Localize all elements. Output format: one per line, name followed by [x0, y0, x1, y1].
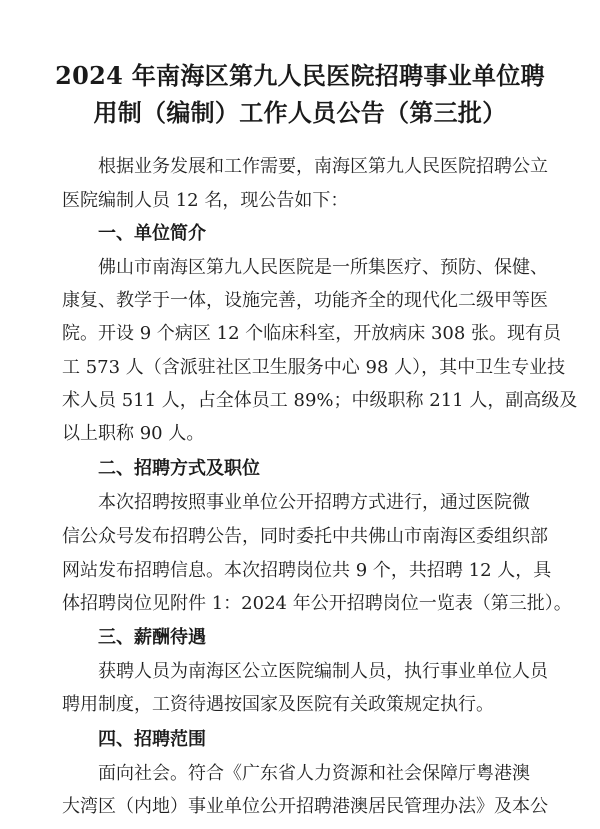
section1-line-6: 以上职称 90 人。 [62, 423, 205, 444]
document-title-line-1: 2024 年南海区第九人民医院招聘事业单位聘 [55, 61, 545, 90]
section-heading-recruitment-method: 二、招聘方式及职位 [98, 458, 260, 479]
section1-line-4: 工 573 人（含派驻社区卫生服务中心 98 人），其中卫生专业技 [62, 357, 566, 378]
section-heading-recruitment-scope: 四、招聘范围 [98, 729, 206, 750]
section2-line-2: 信公众号发布招聘公告，同时委托中共佛山市南海区委组织部 [62, 526, 548, 547]
section-heading-unit-intro: 一、单位简介 [98, 223, 206, 244]
intro-paragraph-line-1: 根据业务发展和工作需要，南海区第九人民医院招聘公立 [98, 156, 548, 177]
section3-line-1: 获聘人员为南海区公立医院编制人员，执行事业单位人员 [98, 661, 548, 682]
section2-line-4: 体招聘岗位见附件 1：2024 年公开招聘岗位一览表（第三批）。 [62, 593, 572, 614]
section2-line-1: 本次招聘按照事业单位公开招聘方式进行，通过医院微 [98, 492, 530, 513]
intro-paragraph-line-2: 医院编制人员 12 名，现公告如下： [62, 190, 349, 211]
section-heading-salary: 三、薪酬待遇 [98, 627, 206, 648]
section3-line-2: 聘用制度，工资待遇按国家及医院有关政策规定执行。 [62, 694, 494, 715]
section1-line-3: 院。开设 9 个病区 12 个临床科室，开放病床 308 张。现有员 [62, 323, 562, 344]
section1-line-5: 术人员 511 人，占全体员工 89%；中级职称 211 人，副高级及 [62, 390, 578, 411]
section4-line-2: 大湾区（内地）事业单位公开招聘港澳居民管理办法》及本公 [62, 796, 548, 817]
section2-line-3: 网站发布招聘信息。本次招聘岗位共 9 个，共招聘 12 人，具 [62, 560, 552, 581]
section1-line-2: 康复、教学于一体，设施完善，功能齐全的现代化二级甲等医 [62, 290, 548, 311]
section1-line-1: 佛山市南海区第九人民医院是一所集医疗、预防、保健、 [98, 257, 548, 278]
section4-line-1: 面向社会。符合《广东省人力资源和社会保障厅粤港澳 [98, 763, 530, 784]
document-title-line-2: 用制（编制）工作人员公告（第三批） [93, 98, 507, 127]
